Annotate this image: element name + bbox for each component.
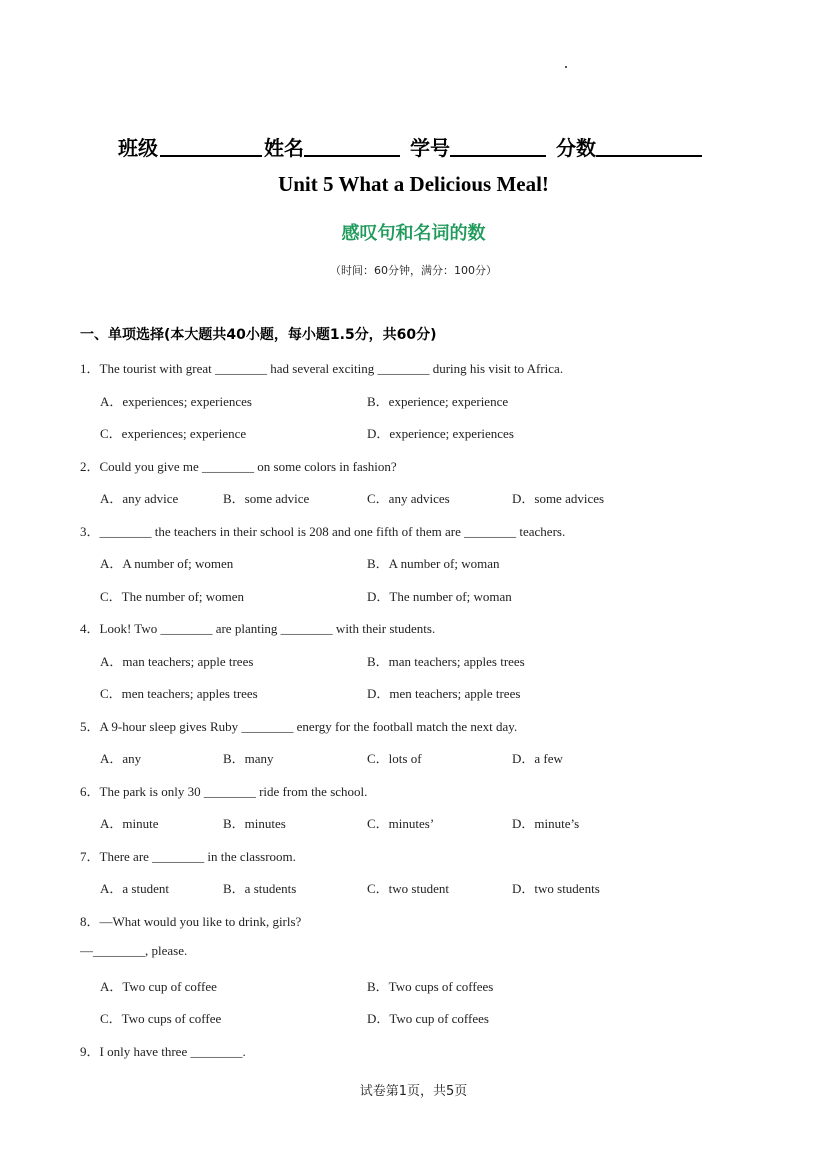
class-label: 班级 [118, 138, 158, 160]
question-stem-reply: —________, please. [80, 943, 188, 958]
score-blank [596, 155, 702, 157]
option-a: A．any [100, 751, 142, 766]
option-c: C．Two cups of coffee [100, 1011, 222, 1026]
question-stem: 7．There are ________ in the classroom. [80, 849, 296, 864]
option-b: B．minutes [223, 816, 286, 831]
option-d: D．some advices [512, 491, 605, 506]
option-d: D．minute’s [512, 816, 580, 831]
student-info-line [118, 132, 718, 160]
option-c: C．two student [367, 881, 449, 896]
option-a: A．A number of; women [100, 556, 234, 571]
option-a: A．a student [100, 881, 169, 896]
option-c: C．men teachers; apples trees [100, 686, 258, 701]
option-d: D．The number of; woman [367, 589, 512, 604]
option-d: D．a few [512, 751, 563, 766]
question-stem: 2．Could you give me ________ on some colors in fashion? [80, 459, 397, 474]
option-d: D．Two cup of coffees [367, 1011, 489, 1026]
page-dot [565, 66, 567, 68]
page-title: Unit 5 What a Delicious Meal! [278, 172, 549, 196]
option-b: B．many [223, 751, 274, 766]
option-c: C．experiences; experience [100, 426, 247, 441]
question-stem: 3．________ the teachers in their school is 208 and one fifth of them are ________ teachers. [80, 524, 566, 539]
option-b: B．A number of; woman [367, 556, 500, 571]
option-b: B．a students [223, 881, 297, 896]
option-b: B．man teachers; apples trees [367, 654, 525, 669]
option-d: D．men teachers; apple trees [367, 686, 521, 701]
option-d: D．experience; experiences [367, 426, 514, 441]
name-label: 姓名 [264, 138, 304, 160]
student-number-label: 学号 [410, 138, 450, 160]
option-b: B．some advice [223, 491, 310, 506]
question-stem: 5．A 9-hour sleep gives Ruby ________ energy for the football match the next day. [80, 719, 518, 734]
name-blank [304, 155, 400, 157]
exam-meta: （时间：60分钟，满分：100分） [330, 264, 497, 277]
class-blank [160, 155, 262, 157]
option-c: C．lots of [367, 751, 422, 766]
option-d: D．two students [512, 881, 600, 896]
option-a: A．experiences; experiences [100, 394, 252, 409]
option-a: A．man teachers; apple trees [100, 654, 254, 669]
option-c: C．any advices [367, 491, 450, 506]
option-c: C．The number of; women [100, 589, 245, 604]
page-footer: 试卷第1页，共5页 [359, 1084, 468, 1099]
section-heading: 一、单项选择(本大题共40小题，每小题1.5分，共60分) [80, 327, 437, 343]
page-subtitle: 感叹句和名词的数 [341, 223, 486, 244]
question-stem: 4．Look! Two ________ are planting ________ with their students. [80, 621, 436, 636]
question-stem: 9．I only have three ________. [80, 1044, 246, 1059]
question-stem: 8．—What would you like to drink, girls? [80, 914, 302, 929]
option-b: B．Two cups of coffees [367, 979, 494, 994]
option-c: C．minutes’ [367, 816, 435, 831]
score-label: 分数 [556, 138, 596, 160]
option-b: B．experience; experience [367, 394, 509, 409]
option-a: A．Two cup of coffee [100, 979, 217, 994]
option-a: A．any advice [100, 491, 179, 506]
option-a: A．minute [100, 816, 159, 831]
question-stem: 1．The tourist with great ________ had several exciting ________ during his visit to Africa. [80, 361, 564, 376]
student-number-blank [450, 155, 546, 157]
question-stem: 6．The park is only 30 ________ ride from the school. [80, 784, 368, 799]
